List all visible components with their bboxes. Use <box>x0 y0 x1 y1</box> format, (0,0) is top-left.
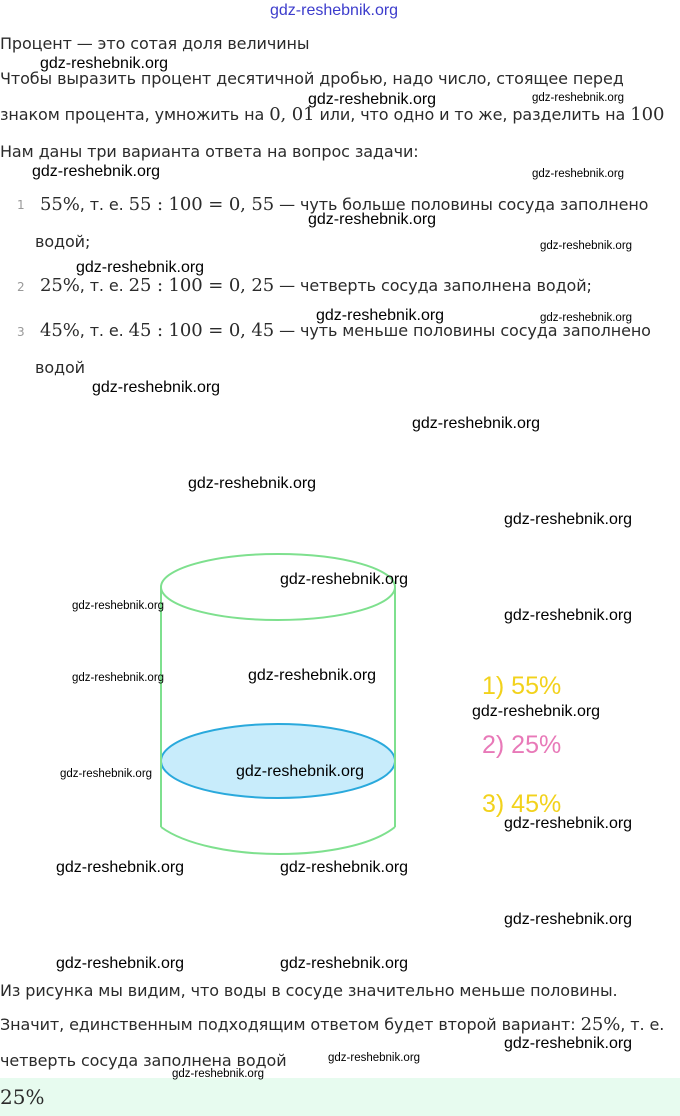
conclusion-text: Значит, единственным подходящим ответом будет второй вариант: <box>0 1015 576 1034</box>
site-link[interactable]: gdz-reshebnik.org <box>270 2 399 19</box>
watermark: gdz-reshebnik.org <box>316 307 445 324</box>
watermark: gdz-reshebnik.org <box>56 955 185 972</box>
list-item-text: — четверть сосуда заполнена водой; <box>279 276 592 295</box>
watermark: gdz-reshebnik.org <box>72 600 165 612</box>
intro-text: Нам даны три варианта ответа на вопрос задачи: <box>0 142 419 161</box>
rule-math-001: 0, 01 <box>269 104 315 125</box>
watermark: gdz-reshebnik.org <box>504 815 633 832</box>
watermark: gdz-reshebnik.org <box>308 91 437 108</box>
list-item-number: 3 <box>17 325 25 339</box>
watermark: gdz-reshebnik.org <box>92 379 221 396</box>
watermark: gdz-reshebnik.org <box>280 571 409 588</box>
conclusion-line3: четверть сосуда заполнена водой <box>0 1051 287 1070</box>
percent-value: 25% <box>40 275 80 296</box>
conclusion-line1: Из рисунка мы видим, что воды в сосуде значительно меньше половины. <box>0 981 618 1000</box>
watermark: gdz-reshebnik.org <box>280 955 409 972</box>
watermark: gdz-reshebnik.org <box>504 607 633 624</box>
list-item-text: , т. е. <box>79 321 124 340</box>
option-label: 1) 55% <box>482 672 562 700</box>
watermark: gdz-reshebnik.org <box>280 859 409 876</box>
division-expression: 55 : 100 = 0, 55 <box>128 194 275 215</box>
watermark: gdz-reshebnik.org <box>236 763 365 780</box>
list-item-number: 1 <box>17 198 25 212</box>
answer-value: 25% <box>0 1085 45 1109</box>
list-item-number: 2 <box>17 280 25 294</box>
watermark: gdz-reshebnik.org <box>172 1068 265 1080</box>
watermark: gdz-reshebnik.org <box>76 259 205 276</box>
watermark: gdz-reshebnik.org <box>540 240 633 252</box>
definition-text: Процент — это сотая доля величины <box>0 34 310 53</box>
watermark: gdz-reshebnik.org <box>532 92 625 104</box>
watermark: gdz-reshebnik.org <box>248 667 377 684</box>
watermark: gdz-reshebnik.org <box>532 168 625 180</box>
percent-value: 55% <box>40 194 80 215</box>
water-surface <box>161 724 395 798</box>
watermark: gdz-reshebnik.org <box>472 703 601 720</box>
division-expression: 45 : 100 = 0, 45 <box>128 320 275 341</box>
vessel-figure <box>150 545 410 865</box>
watermark: gdz-reshebnik.org <box>72 672 165 684</box>
watermark: gdz-reshebnik.org <box>412 415 541 432</box>
list-item-text: , т. е. <box>79 276 124 295</box>
option-label: 3) 45% <box>482 790 562 818</box>
list-item-continuation: водой <box>35 358 85 377</box>
conclusion-line2 <box>0 1014 664 1035</box>
vessel-bottom <box>161 827 395 854</box>
watermark: gdz-reshebnik.org <box>504 911 633 928</box>
list-item-text: — чуть меньше половины сосуда заполнено <box>279 321 651 340</box>
watermark: gdz-reshebnik.org <box>504 511 633 528</box>
list-item-text: — чуть больше половины сосуда заполнено <box>279 195 649 214</box>
list-item-line <box>40 275 592 296</box>
rule-text-part: или, что одно и то же, разделить на <box>319 105 626 124</box>
list-item-text: , т. е. <box>79 195 124 214</box>
watermark: gdz-reshebnik.org <box>308 211 437 228</box>
watermark: gdz-reshebnik.org <box>504 1035 633 1052</box>
rule-text-line1: Чтобы выразить процент десятичной дробью, надо число, стоящее перед <box>0 69 624 88</box>
percent-value: 45% <box>40 320 80 341</box>
rule-text-part: знаком процента, умножить на <box>0 105 265 124</box>
answer-box <box>0 1078 680 1116</box>
watermark: gdz-reshebnik.org <box>56 859 185 876</box>
watermark: gdz-reshebnik.org <box>328 1052 421 1064</box>
conclusion-text: , т. е. <box>620 1015 665 1034</box>
option-label: 2) 25% <box>482 731 562 759</box>
division-expression: 25 : 100 = 0, 25 <box>128 275 275 296</box>
watermark: gdz-reshebnik.org <box>188 475 317 492</box>
rule-math-100: 100 <box>630 104 665 125</box>
watermark: gdz-reshebnik.org <box>60 768 153 780</box>
list-item-continuation: водой; <box>35 232 91 251</box>
watermark: gdz-reshebnik.org <box>32 163 161 180</box>
conclusion-percent: 25% <box>580 1014 621 1035</box>
watermark: gdz-reshebnik.org <box>540 312 633 324</box>
watermark: gdz-reshebnik.org <box>40 55 169 72</box>
